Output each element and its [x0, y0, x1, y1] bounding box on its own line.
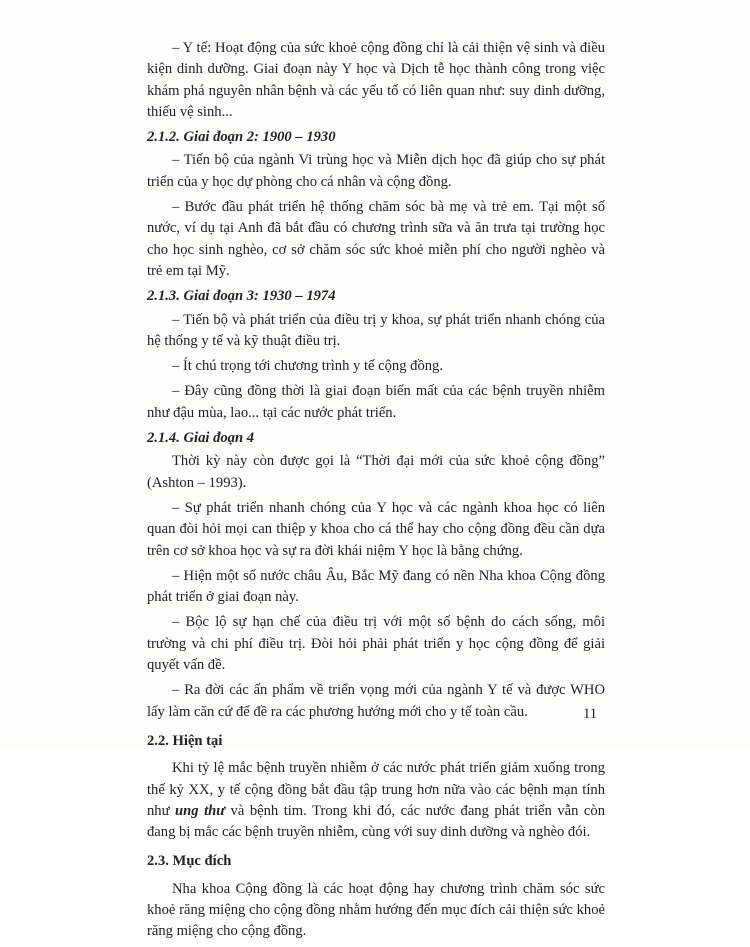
paragraph: – Ra đời các ấn phẩm về triển vọng mới của ngành Y tế và được WHO lấy làm căn cứ để đề ra các phương hướng mới cho y tế toàn cầu.	[147, 682, 605, 720]
paragraph: – Hiện một số nước châu Âu, Bắc Mỹ đang có nền Nha khoa Cộng đồng phát triển ở giai đoạn này.	[147, 567, 605, 606]
paragraph: – Tiến bộ và phát triển của điều trị y khoa, sự phát triển nhanh chóng của hệ thống y tế và kỹ thuật điều trị.	[147, 311, 605, 349]
paragraph-text: và bệnh tim. Trong khi đó, các nước đang phát triển vẫn còn đang bị mắc các bệnh truyền nhiễm, cùng với suy dinh dưỡng và nghèo đói.	[147, 802, 605, 841]
paragraph-text: Khi tỷ lệ mắc bệnh truyền nhiễm ở các nước phát triển giảm xuống trong thế kỷ XX, y tế cộng đồng bắt đầu tập trung hơn nữa vào các bệnh mạn tính như	[147, 760, 605, 819]
emphasis-text: ung thư	[175, 802, 225, 819]
paragraph: – Đây cũng đồng thời là giai đoạn biến mất của các bệnh truyền nhiễm như đậu mùa, lao... tại các nước phát triển.	[147, 383, 605, 421]
paragraph: – Ít chú trọng tới chương trình y tế cộng đồng.	[172, 358, 443, 375]
section-heading-2-1-4: 2.1.4. Giai đoạn 4	[147, 430, 255, 447]
paragraph: – Sự phát triển nhanh chóng của Y học và các ngành khoa học có liên quan đòi hỏi mọi can thiệp y khoa cho cá thể hay cho cộng đồng đều cần dựa trên cơ sở khoa học và sự ra đời khái niệm Y học là bằng chứng.	[147, 499, 605, 559]
paragraph: Thời kỳ này còn được gọi là “Thời đại mới của sức khoẻ cộng đồng” (Ashton – 1993).	[147, 453, 605, 491]
paragraph: – Y tế: Hoạt động của sức khoẻ cộng đồng chỉ là cải thiện vệ sinh và điều kiện dinh dưỡng. Giai đoạn này Y học và Dịch tễ học thành công trong việc khám phá nguyên nhân bệnh và các yếu tố có liên quan như: suy dinh dưỡng, thiếu vệ sinh...	[147, 40, 605, 120]
page-number: 11	[583, 706, 598, 722]
section-heading-2-1-3: 2.1.3. Giai đoạn 3: 1930 – 1974	[147, 288, 336, 305]
section-heading-2-1-2: 2.1.2. Giai đoạn 2: 1900 – 1930	[147, 129, 336, 146]
paragraph	[147, 758, 605, 843]
section-heading-2-2: 2.2. Hiện tại	[147, 732, 223, 749]
paragraph: – Tiến bộ của ngành Vi trùng học và Miễn dịch học đã giúp cho sự phát triển của y học dự phòng cho cá nhân và cộng đồng.	[147, 152, 605, 190]
paragraph: – Bộc lộ sự hạn chế của điều trị với một số bệnh do cách sống, môi trường và chi phí điều trị. Đòi hỏi phải phát triển y học cộng đồng để giải quyết vấn đề.	[147, 614, 605, 674]
paragraph: – Bước đầu phát triển hệ thống chăm sóc bà mẹ và trẻ em. Tại một số nước, ví dụ tại Anh đã bắt đầu có chương trình sữa và ăn trưa tại trường học cho học sinh nghèo, cơ sở chăm sóc sức khoẻ miễn phí cho người nghèo và trẻ em tại Mỹ.	[147, 199, 605, 279]
section-heading-2-3: 2.3. Mục đích	[147, 853, 232, 870]
page-content	[147, 38, 605, 947]
paragraph: Nha khoa Cộng đồng là các hoạt động hay chương trình chăm sóc sức khoẻ răng miệng cho cộng đồng nhằm hướng đến mục đích cải thiện sức khoẻ răng miệng cho cộng đồng.	[147, 880, 605, 940]
